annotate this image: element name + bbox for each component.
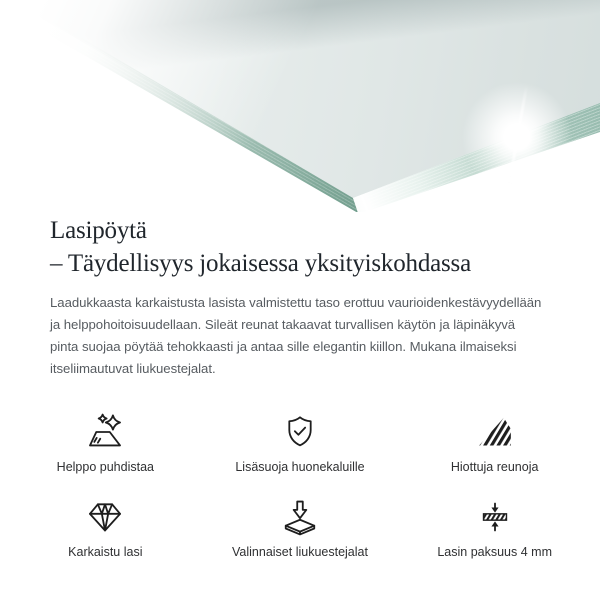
anti-slip-feet-icon [281, 498, 319, 536]
feature-label: Valinnaiset liukuestejalat [232, 545, 368, 559]
glass-thickness-icon [476, 498, 514, 536]
feature-shield [203, 413, 398, 475]
shield-check-icon [281, 413, 319, 451]
feature-polished-edges [397, 413, 592, 475]
easy-clean-icon [86, 413, 124, 451]
product-info-section [0, 212, 600, 380]
feature-label: Karkaistu lasi [68, 545, 143, 559]
description-line: Laadukkaasta karkaistusta lasista valmistettu taso erottuu vaurioidenkestävyydellään [50, 295, 542, 310]
page-title [50, 214, 555, 280]
polished-edges-icon [476, 413, 514, 451]
feature-easy-clean [8, 413, 203, 475]
feature-anti-slip-feet [203, 498, 398, 560]
feature-glass-thickness [397, 498, 592, 560]
feature-label: Lisäsuoja huonekaluille [235, 460, 365, 474]
description-line: itseliimautuvat liukuestejalat. [50, 361, 216, 376]
page-title-line2: – Täydellisyys jokaisessa yksityiskohdassa [50, 250, 471, 277]
feature-label: Helppo puhdistaa [56, 460, 154, 474]
page-title-line1: Lasipöytä [50, 217, 147, 244]
feature-label: Lasin paksuus 4 mm [437, 545, 552, 559]
hero-image [0, 0, 600, 212]
feature-tempered-glass [8, 498, 203, 560]
tempered-glass-icon [86, 498, 124, 536]
feature-label: Hiottuja reunoja [450, 460, 539, 474]
description-line: pinta suojaa pöytää tehokkaasti ja antaa sille elegantin kiillon. Mukana ilmaiseksi [50, 339, 517, 354]
product-description [50, 292, 555, 380]
glass-surface [0, 0, 600, 212]
features-grid [0, 413, 600, 560]
description-line: ja helppohoitoisuudellaan. Sileät reunat takaavat turvallisen käytön ja läpinäkyvä [50, 317, 516, 332]
